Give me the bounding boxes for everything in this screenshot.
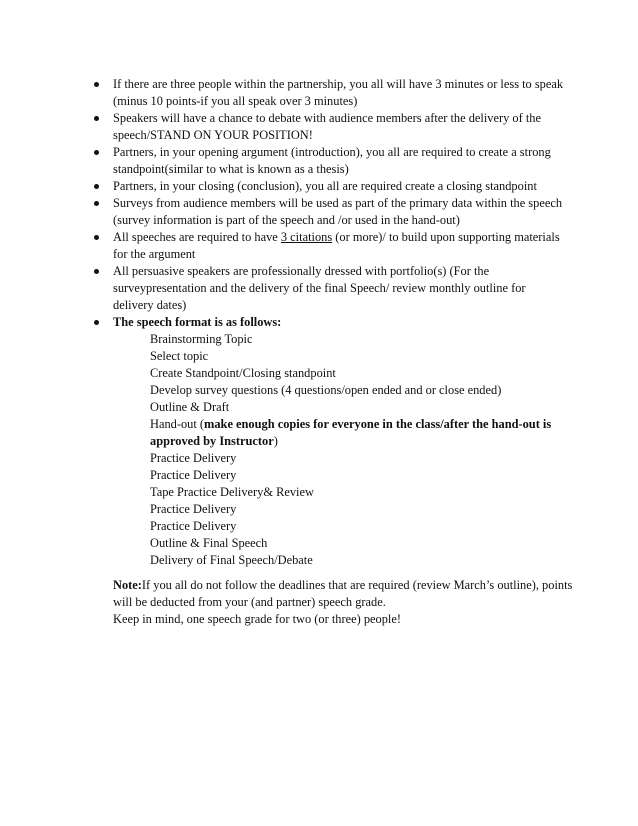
bullet-text: Partners, in your closing (conclusion), you all are required create a closing standpoint xyxy=(113,179,537,193)
bullet-icon xyxy=(94,201,99,206)
step-item: Practice Delivery xyxy=(150,502,237,516)
note-text: If you all do not follow the deadlines that are required (review March’s outline), points will be deducted from your (and partner) speech grade. xyxy=(113,578,573,609)
step-item: Tape Practice Delivery& Review xyxy=(150,485,314,499)
handout-instruction: make enough copies for everyone in the class/after the hand-out is approved by Instructor xyxy=(150,417,552,448)
bullet-icon xyxy=(94,320,99,325)
bullet-text: If there are three people within the partnership, you all will have 3 minutes or less to speak (minus 10 points-if you all speak over 3 minutes) xyxy=(113,77,564,108)
bullet-text: Partners, in your opening argument (introduction), you all are required to create a strong standpoint(similar to what is known as a thesis) xyxy=(113,145,551,176)
step-item: Create Standpoint/Closing standpoint xyxy=(150,366,336,380)
bullet-icon xyxy=(94,235,99,240)
handout-suffix: ) xyxy=(273,434,278,448)
bullet-text: Speakers will have a chance to debate with audience members after the delivery of the speech/STAND ON YOUR POSITION! xyxy=(113,111,541,142)
list-item xyxy=(94,229,564,263)
bullet-icon xyxy=(94,150,99,155)
list-item xyxy=(94,178,564,195)
bullet-text: Surveys from audience members will be used as part of the primary data within the speech (survey information is part of the speech and /or used in the hand-out) xyxy=(113,196,563,227)
citations-count: 3 citations xyxy=(280,230,333,244)
format-heading: The speech format is as follows: xyxy=(113,315,282,329)
list-item xyxy=(94,144,564,178)
step-item: Select topic xyxy=(150,349,209,363)
list-item xyxy=(94,263,564,314)
step-item: Delivery of Final Speech/Debate xyxy=(150,553,313,567)
step-item-handout xyxy=(150,416,564,450)
bullet-text-before: All speeches are required to have xyxy=(113,230,281,244)
speech-format-steps xyxy=(113,331,564,569)
note-label: Note: xyxy=(113,578,142,592)
bullet-icon xyxy=(94,184,99,189)
requirements-list xyxy=(94,76,564,569)
list-item xyxy=(94,76,564,110)
step-item: Practice Delivery xyxy=(150,451,237,465)
note-paragraph xyxy=(113,577,573,611)
handout-prefix: Hand-out ( xyxy=(150,417,205,431)
list-item-format xyxy=(94,314,564,569)
note-section xyxy=(113,577,573,628)
step-item: Brainstorming Topic xyxy=(150,332,253,346)
list-item xyxy=(94,110,564,144)
bullet-text-after: (or more)/ to build upon supporting materials for the argument xyxy=(113,230,560,261)
bullet-icon xyxy=(94,269,99,274)
bullet-icon xyxy=(94,116,99,121)
bullet-text: All persuasive speakers are professionally dressed with portfolio(s) (For the surveypresentation and the delivery of the final Speech/ review monthly outline for delivery dates) xyxy=(113,264,526,312)
step-item: Outline & Draft xyxy=(150,400,230,414)
step-item: Outline & Final Speech xyxy=(150,536,268,550)
step-item: Practice Delivery xyxy=(150,468,237,482)
step-item: Develop survey questions (4 questions/open ended and or close ended) xyxy=(150,383,502,397)
bullet-icon xyxy=(94,82,99,87)
list-item xyxy=(94,195,564,229)
step-item: Practice Delivery xyxy=(150,519,237,533)
note-reminder: Keep in mind, one speech grade for two (or three) people! xyxy=(113,612,401,626)
